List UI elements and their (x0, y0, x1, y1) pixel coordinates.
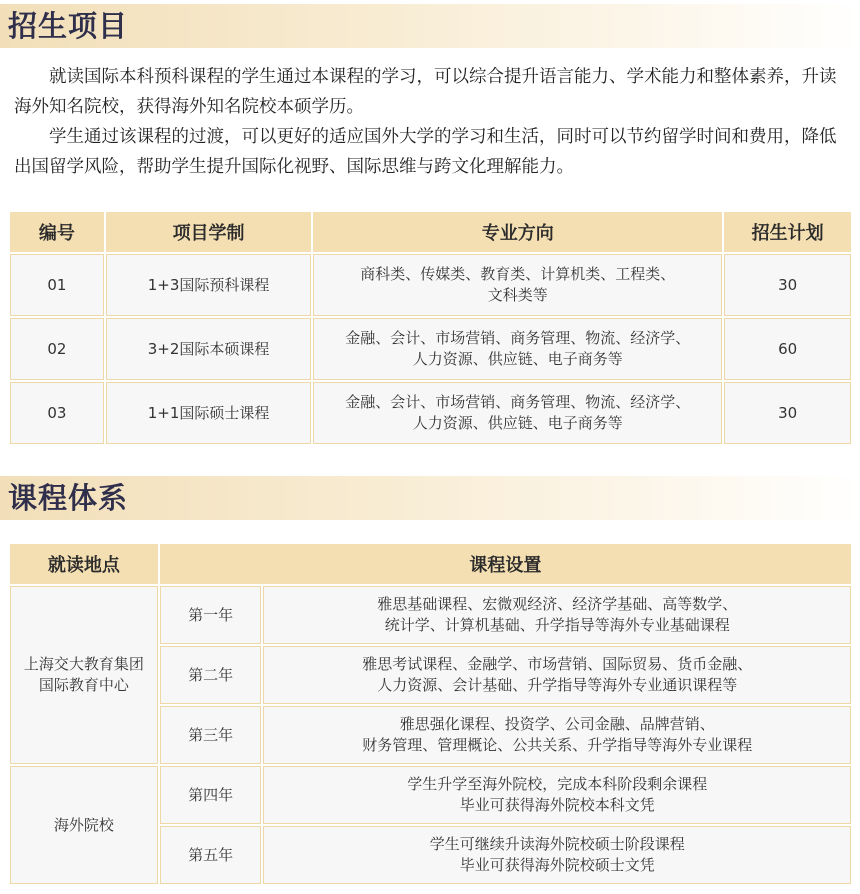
column-header: 课程设置 (159, 543, 852, 585)
column-header: 项目学制 (105, 211, 313, 253)
year-label: 第五年 (159, 825, 263, 885)
table-row (9, 765, 852, 825)
table-row (9, 381, 852, 445)
table-row (9, 585, 852, 645)
section-title: 招生项目 (8, 9, 129, 43)
majors-line: 商科类、传媒类、教育类、计算机类、工程类、 (360, 265, 676, 283)
location-line: 上海交大教育集团 (23, 655, 144, 673)
program-majors (312, 317, 723, 381)
column-header: 编号 (9, 211, 105, 253)
course-cell (262, 645, 852, 705)
table-header-row (9, 211, 852, 253)
location-cell (9, 585, 159, 765)
majors-line: 人力资源、供应链、电子商务等 (412, 350, 623, 368)
program-name: 1+1国际硕士课程 (105, 381, 313, 445)
program-quota: 30 (723, 253, 852, 317)
location-cell: 海外院校 (9, 765, 159, 885)
course-cell (262, 705, 852, 765)
programs-table (8, 210, 853, 446)
intro-text (14, 62, 846, 182)
course-cell (262, 765, 852, 825)
column-header: 招生计划 (723, 211, 852, 253)
course-line: 雅思基础课程、宏微观经济、经济学基础、高等数学、 (377, 595, 738, 613)
course-line: 人力资源、会计基础、升学指导等海外专业通识课程等 (377, 676, 738, 694)
course-line: 学生升学至海外院校，完成本科阶段剩余课程 (407, 775, 708, 793)
intro-paragraph: 学生通过该课程的过渡，可以更好的适应国外大学的学习和生活，同时可以节约留学时间和费用，降低出国留学风险，帮助学生提升国际化视野、国际思维与跨文化理解能力。 (14, 127, 837, 177)
year-label: 第四年 (159, 765, 263, 825)
majors-line: 人力资源、供应链、电子商务等 (412, 414, 623, 432)
program-id: 01 (9, 253, 105, 317)
course-line: 学生可继续升读海外院校硕士阶段课程 (429, 835, 685, 853)
year-label: 第二年 (159, 645, 263, 705)
course-line: 毕业可获得海外院校硕士文凭 (459, 856, 655, 874)
intro-paragraph: 就读国际本科预科课程的学生通过本课程的学习，可以综合提升语言能力、学术能力和整体素养，升读海外知名院校，获得海外知名院校本硕学历。 (14, 67, 837, 117)
table-header-row (9, 543, 852, 585)
table-row (9, 253, 852, 317)
course-cell (262, 585, 852, 645)
course-cell (262, 825, 852, 885)
section-title: 课程体系 (8, 481, 129, 515)
majors-line: 文科类等 (487, 286, 548, 304)
table-row (9, 317, 852, 381)
curriculum-table (8, 542, 853, 886)
year-label: 第一年 (159, 585, 263, 645)
course-line: 雅思强化课程、投资学、公司金融、品牌营销、 (399, 715, 715, 733)
majors-line: 金融、会计、市场营销、商务管理、物流、经济学、 (345, 393, 691, 411)
program-id: 02 (9, 317, 105, 381)
program-name: 1+3国际预科课程 (105, 253, 313, 317)
location-line: 国际教育中心 (38, 676, 129, 694)
year-label: 第三年 (159, 705, 263, 765)
program-majors (312, 381, 723, 445)
course-line: 统计学、计算机基础、升学指导等海外专业基础课程 (384, 616, 730, 634)
program-quota: 30 (723, 381, 852, 445)
program-id: 03 (9, 381, 105, 445)
majors-line: 金融、会计、市场营销、商务管理、物流、经济学、 (345, 329, 691, 347)
program-name: 3+2国际本硕课程 (105, 317, 313, 381)
column-header: 就读地点 (9, 543, 159, 585)
section-header-curriculum (0, 476, 860, 520)
course-line: 雅思考试课程、金融学、市场营销、国际贸易、货币金融、 (362, 655, 753, 673)
section-header-enrollment (0, 4, 860, 48)
course-line: 毕业可获得海外院校本科文凭 (459, 796, 655, 814)
program-majors (312, 253, 723, 317)
course-line: 财务管理、管理概论、公共关系、升学指导等海外专业课程 (362, 736, 753, 754)
column-header: 专业方向 (312, 211, 723, 253)
program-quota: 60 (723, 317, 852, 381)
